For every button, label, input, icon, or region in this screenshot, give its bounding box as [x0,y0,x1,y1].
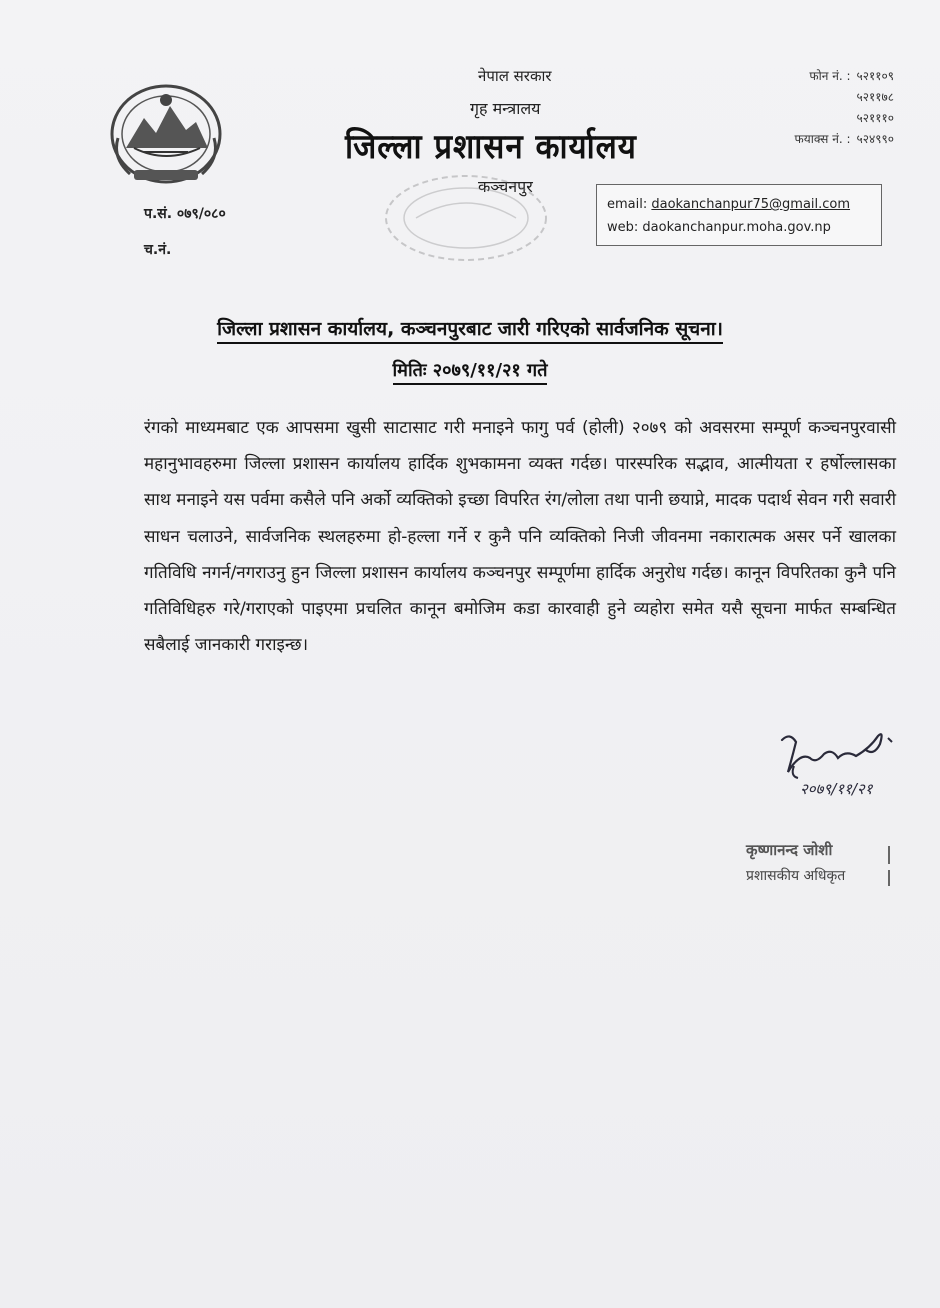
email-label: email: [607,197,648,212]
stamp-mark-2 [888,870,890,886]
dispatch-number: च.नं. [144,242,172,258]
phone-number-2: ५२११७८ [856,90,894,104]
office-seal-stamp [376,168,556,268]
signatory-name: कृष्णानन्द जोशी [746,841,833,859]
web-link[interactable]: daokanchanpur.moha.gov.np [642,220,831,235]
ministry-name: गृह मन्त्रालय [470,99,541,118]
fax-label: फयाक्स नं. : [794,132,851,146]
web-label: web: [607,220,639,235]
signature-date: २०७९/११/२१ [800,780,873,798]
phone-number-3: ५२१११० [856,111,894,125]
contact-block [744,66,894,150]
handwritten-signature [770,728,910,808]
phone-number-1: ५२११०९ [856,69,894,83]
email-web-box [596,184,882,246]
notice-date-text: मितिः २०७९/११/२१ गते [393,360,548,385]
notice-title [0,315,940,341]
email-link[interactable]: daokanchanpur75@gmail.com [651,197,851,212]
notice-date [0,358,940,382]
phone-label: फोन नं. : [809,69,851,83]
district-name: कञ्चनपुर [478,177,533,196]
reference-number: प.सं. ०७९/०८० [144,206,226,222]
stamp-mark-1 [888,846,890,864]
office-title: जिल्ला प्रशासन कार्यालय [345,127,637,167]
notice-body: रंगको माध्यमबाट एक आपसमा खुसी साटासाट गरी मनाइने फागु पर्व (होली) २०७९ को अवसरमा सम्पूर्ण कञ्चनपुरवासी महानुभावहरुमा जिल्ला प्रशासन कार्यालय हार्दिक शुभकामना व्यक्त गर्दछ। पारस्परिक सद्भाव, आत्मीयता र हर्षोल्लासका साथ मनाइने यस पर्वमा कसैले पनि अर्को व्यक्तिको इच्छा विपरित रंग/लोला तथा पानी छयाप्ने, मादक पदार्थ सेवन गरी सवारी साधन चलाउने, सार्वजनिक स्थलहरुमा हो-हल्ला गर्ने र कुनै पनि व्यक्तिको निजी जीवनमा नकारात्मक असर पर्ने खालका गतिविधि नगर्न/नगराउनु हुन जिल्ला प्रशासन कार्यालय कञ्चनपुर सम्पूर्णमा हार्दिक अनुरोध गर्दछ। कानून विपरितका कुनै पनि गतिविधिहरु गरे/गराएको पाइएमा प्रचलित कानून बमोजिम कडा कारवाही हुने व्यहोरा समेत यसै सूचना मार्फत सम्बन्धित सबैलाई जानकारी गराइन्छ। [144,418,896,656]
nepal-emblem-icon [104,78,228,190]
notice-title-text: जिल्ला प्रशासन कार्यालय, कञ्चनपुरबाट जारी गरिएको सार्वजनिक सूचना। [217,318,723,344]
fax-number: ५२४९९० [856,132,894,146]
signatory-title: प्रशासकीय अधिकृत [746,868,846,884]
government-name: नेपाल सरकार [478,67,552,85]
